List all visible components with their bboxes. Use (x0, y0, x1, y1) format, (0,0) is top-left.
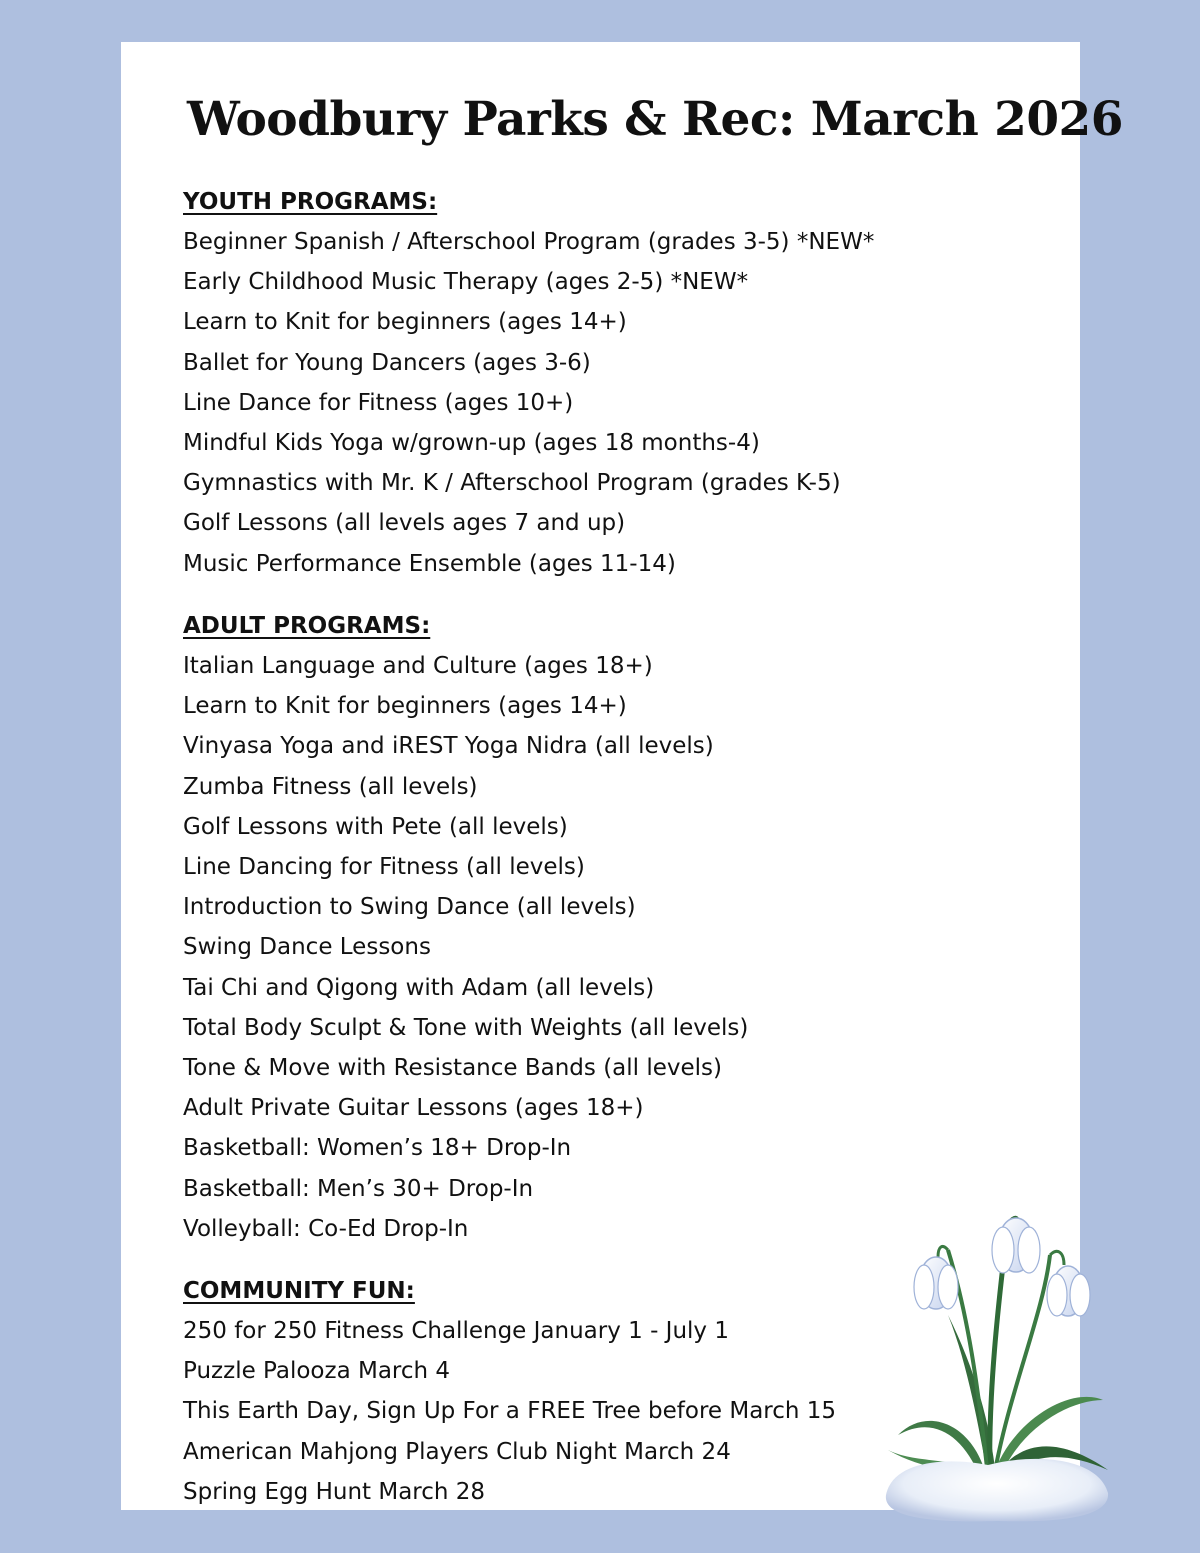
snowdrop-flower-icon (868, 1195, 1118, 1525)
youth-programs-section (183, 182, 874, 584)
community-fun-section (183, 1271, 836, 1512)
list-item: Basketball: Men’s 30+ Drop-In (183, 1175, 534, 1202)
list-item: Vinyasa Yoga and iREST Yoga Nidra (all levels) (183, 733, 714, 760)
youth-programs-heading: YOUTH PROGRAMS: (183, 189, 438, 215)
page-title: Woodbury Parks & Rec: March 2026 (187, 92, 1123, 147)
list-item: Line Dancing for Fitness (all levels) (183, 854, 585, 881)
adult-programs-list (183, 646, 748, 1249)
list-item: This Earth Day, Sign Up For a FREE Tree before March 15 (183, 1398, 837, 1425)
list-item: Early Childhood Music Therapy (ages 2-5) *NEW* (183, 269, 749, 296)
list-item: Tai Chi and Qigong with Adam (all levels) (183, 974, 655, 1001)
list-item: Puzzle Palooza March 4 (183, 1358, 451, 1385)
community-fun-heading: COMMUNITY FUN: (183, 1278, 415, 1304)
list-item: Spring Egg Hunt March 28 (183, 1478, 486, 1505)
list-item: Line Dance for Fitness (ages 10+) (183, 389, 574, 416)
list-item: Italian Language and Culture (ages 18+) (183, 653, 653, 679)
list-item: Golf Lessons with Pete (all levels) (183, 813, 568, 840)
list-item: Basketball: Women’s 18+ Drop-In (183, 1135, 572, 1162)
list-item: 250 for 250 Fitness Challenge January 1 - July 1 (183, 1318, 729, 1344)
youth-programs-list (183, 222, 874, 584)
list-item: Zumba Fitness (all levels) (183, 773, 478, 800)
list-item: Total Body Sculpt & Tone with Weights (all levels) (183, 1014, 749, 1041)
list-item: Volleyball: Co-Ed Drop-In (183, 1215, 469, 1242)
list-item: Learn to Knit for beginners (ages 14+) (183, 693, 627, 720)
list-item: American Mahjong Players Club Night March 24 (183, 1438, 731, 1465)
list-item: Tone & Move with Resistance Bands (all levels) (183, 1055, 722, 1082)
list-item: Learn to Knit for beginners (ages 14+) (183, 309, 627, 336)
list-item: Mindful Kids Yoga w/grown-up (ages 18 months-4) (183, 430, 760, 457)
adult-programs-heading: ADULT PROGRAMS: (183, 613, 431, 639)
adult-programs-section (183, 606, 748, 1249)
list-item: Adult Private Guitar Lessons (ages 18+) (183, 1095, 644, 1122)
list-item: Ballet for Young Dancers (ages 3-6) (183, 349, 591, 376)
list-item: Beginner Spanish / Afterschool Program (grades 3-5) *NEW* (183, 229, 875, 255)
list-item: Gymnastics with Mr. K / Afterschool Program (grades K-5) (183, 470, 841, 497)
list-item: Music Performance Ensemble (ages 11-14) (183, 550, 676, 577)
community-fun-list (183, 1311, 836, 1512)
list-item: Golf Lessons (all levels ages 7 and up) (183, 510, 626, 537)
list-item: Introduction to Swing Dance (all levels) (183, 894, 636, 921)
list-item: Swing Dance Lessons (183, 934, 431, 961)
